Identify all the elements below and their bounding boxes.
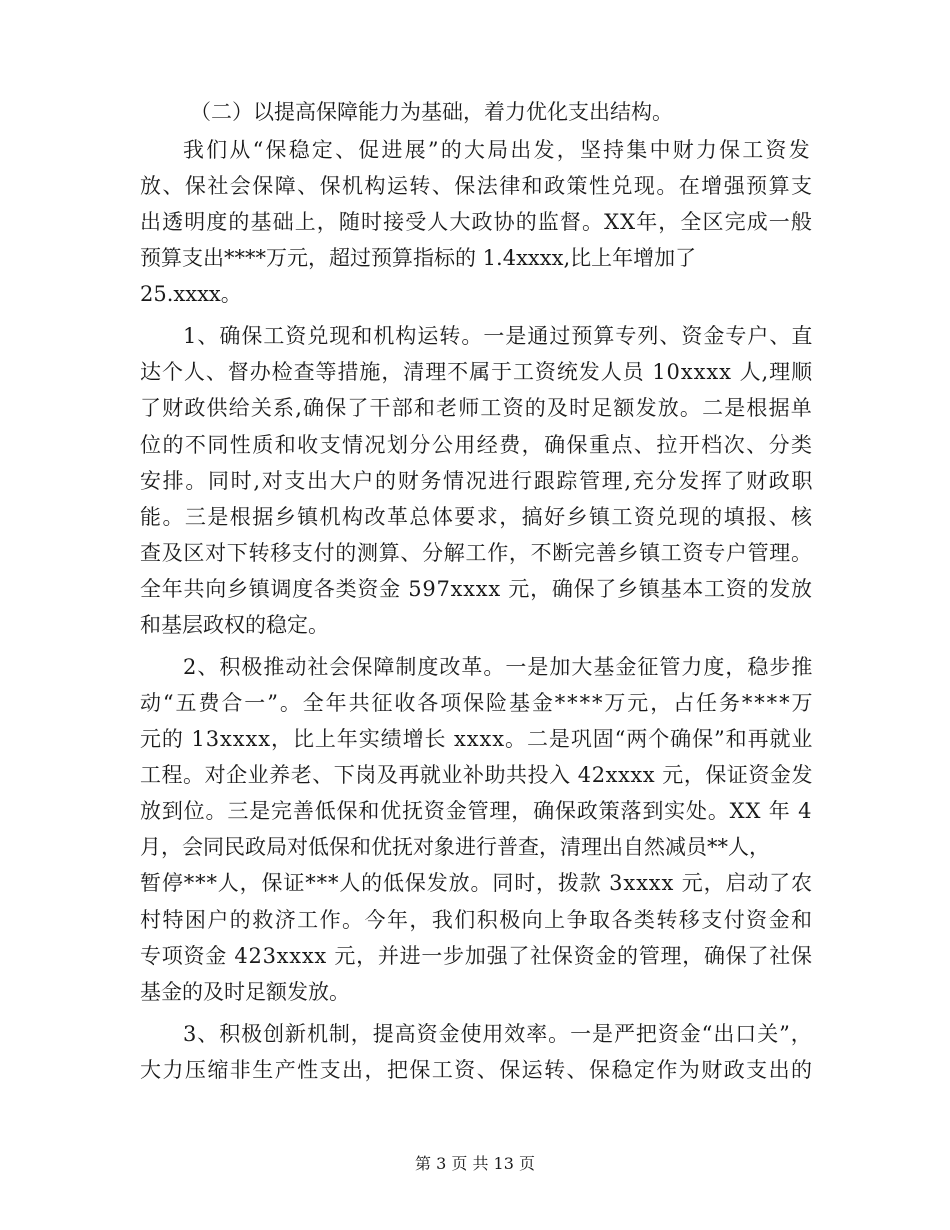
text-line: 大力压缩非生产性支出，把保工资、保运转、保稳定作为财政支出的 [140,1058,814,1082]
text-line: 查及区对下转移支付的测算、分解工作，不断完善乡镇工资专户管理。 [140,541,813,565]
text-line: 月，会同民政局对低保和优抚对象进行普查，清理出自然减员**人， [140,835,770,859]
text-line: 位的不同性质和收支情况划分公用经费，确保重点、拉开档次、分类 [140,433,814,457]
text-line: 动“五费合一”。全年共征收各项保险基金****万元，占任务****万 [140,691,815,715]
section-heading: （二）以提高保障能力为基础，着力优化支出结构。 [190,100,673,124]
text-line: 25.xxxx。 [140,282,242,306]
text-line: 了财政供给关系,确保了干部和老师工资的及时足额发放。二是根据单 [140,396,813,420]
page-footer: 第 3 页 共 13 页 [415,1154,535,1173]
text-line: 暂停***人，保证***人的低保发放。同时，拨款 3xxxx 元，启动了农 [140,871,813,895]
text-line: 预算支出****万元，超过预算指标的 1.4xxxx,比上年增加了 [140,246,697,270]
text-line: 基金的及时足额发放。 [140,980,350,1004]
text-line: 工程。对企业养老、下岗及再就业补助共投入 42xxxx 元，保证资金发 [140,763,813,787]
text-line: 专项资金 423xxxx 元，并进一步加强了社保资金的管理，确保了社保 [140,944,813,968]
text-line: 3、积极创新机制，提高资金使用效率。一是严把资金“出口关”， [183,1022,813,1046]
text-line: 2、积极推动社会保障制度改革。一是加大基金征管力度，稳步推 [183,655,814,679]
text-line: 1、确保工资兑现和机构运转。一是通过预算专列、资金专户、直 [183,324,814,348]
text-line: 元的 13xxxx，比上年实绩增长 xxxx。二是巩固“两个确保”和再就业 [140,727,814,751]
text-line: 放到位。三是完善低保和优抚资金管理，确保政策落到实处。XX 年 4 [140,799,813,823]
text-line: 全年共向乡镇调度各类资金 597xxxx 元，确保了乡镇基本工资的发放 [140,577,813,601]
text-line: 村特困户的救济工作。今年，我们积极向上争取各类转移支付资金和 [140,908,814,932]
text-line: 能。三是根据乡镇机构改革总体要求，搞好乡镇工资兑现的填报、核 [140,505,814,529]
text-line: 达个人、督办检查等措施，清理不属于工资统发人员 10xxxx 人,理顺 [140,360,814,384]
text-line: 安排。同时,对支出大户的财务情况进行跟踪管理,充分发挥了财政职 [140,469,815,493]
text-line: 放、保社会保障、保机构运转、保法律和政策性兑现。在增强预算支 [140,174,814,198]
text-line: 出透明度的基础上，随时接受人大政协的监督。XX年，全区完成一般 [140,210,813,234]
text-line: 和基层政权的稳定。 [140,613,329,637]
text-line: 我们从“保稳定、促进展”的大局出发，坚持集中财力保工资发 [183,138,812,162]
